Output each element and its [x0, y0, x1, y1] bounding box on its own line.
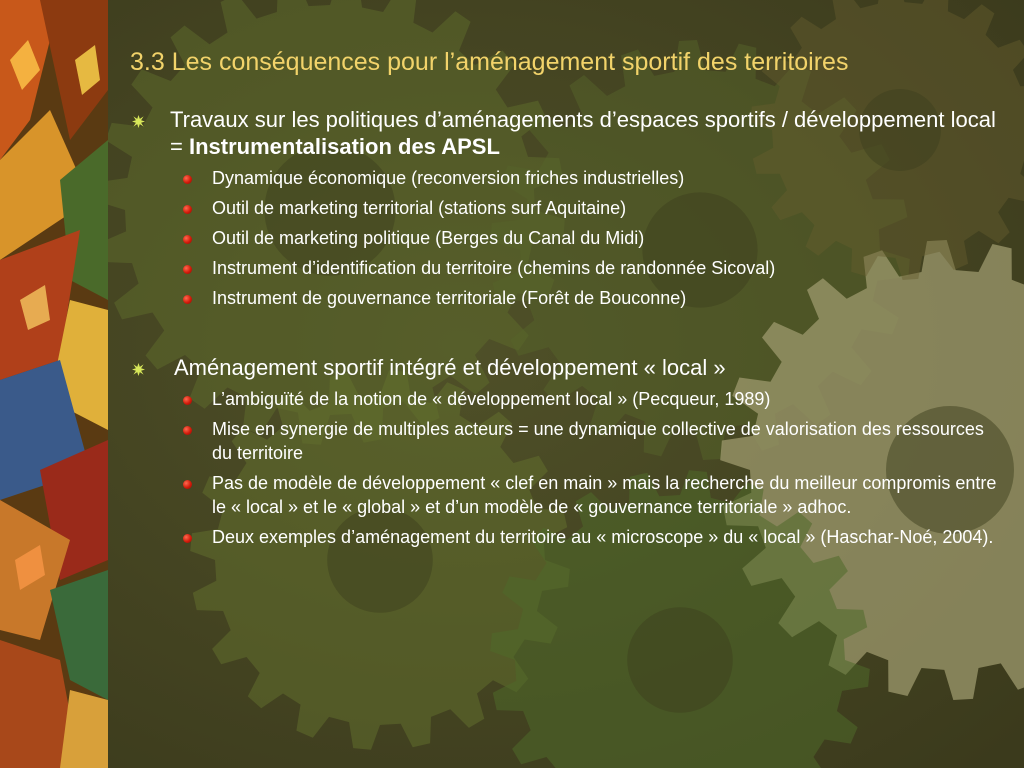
red-dot-bullet-icon	[183, 480, 192, 489]
bullet-instrumentalisation	[132, 106, 1004, 160]
red-dot-bullet-icon	[183, 205, 192, 214]
sub-bullet	[132, 417, 1004, 465]
sub-bullet-text: L’ambiguïté de la notion de « développement local » (Pecqueur, 1989)	[212, 389, 771, 409]
sub-bullet-text: Outil de marketing territorial (stations surf Aquitaine)	[212, 198, 627, 218]
sub-bullet	[132, 256, 1004, 280]
red-dot-bullet-icon	[183, 295, 192, 304]
sub-list-instrumentalisation	[132, 166, 1004, 310]
sub-bullet-text: Mise en synergie de multiples acteurs = une dynamique collective de valorisation des ressources du territoire	[212, 419, 984, 463]
starburst-bullet-icon	[132, 363, 145, 376]
sub-bullet-text: Outil de marketing politique (Berges du Canal du Midi)	[212, 228, 645, 248]
sub-bullet	[132, 166, 1004, 190]
red-dot-bullet-icon	[183, 265, 192, 274]
red-dot-bullet-icon	[183, 396, 192, 405]
slide-body	[132, 106, 1004, 549]
sub-bullet	[132, 286, 1004, 310]
red-dot-bullet-icon	[183, 175, 192, 184]
sub-bullet-text: Instrument d’identification du territoire (chemins de randonnée Sicoval)	[212, 258, 776, 278]
red-dot-bullet-icon	[183, 534, 192, 543]
sub-list-amenagement-integre	[132, 387, 1004, 549]
starburst-bullet-icon	[132, 115, 145, 128]
bullet-bold-text: Instrumentalisation des APSL	[188, 134, 500, 159]
sub-bullet-text: Instrument de gouvernance territoriale (Forêt de Bouconne)	[212, 288, 687, 308]
slide-title: 3.3 Les conséquences pour l’aménagement sportif des territoires	[130, 48, 849, 76]
sub-bullet-text: Dynamique économique (reconversion friches industrielles)	[212, 168, 685, 188]
sub-bullet	[132, 471, 1004, 519]
sub-bullet	[132, 387, 1004, 411]
sub-bullet-text: Deux exemples d’aménagement du territoire au « microscope » du « local » (Haschar-Noé, 2004).	[212, 527, 994, 547]
sub-bullet	[132, 196, 1004, 220]
bullet-text: Aménagement sportif intégré et développement « local »	[174, 355, 726, 380]
red-dot-bullet-icon	[183, 426, 192, 435]
red-dot-bullet-icon	[183, 235, 192, 244]
decorative-color-strip	[0, 0, 108, 768]
bullet-text: Travaux sur les politiques d’aménagements d’espaces sportifs / développement local =	[170, 107, 996, 159]
gear-hole	[627, 607, 733, 713]
sub-bullet	[132, 525, 1004, 549]
sub-bullet-text: Pas de modèle de développement « clef en main » mais la recherche du meilleur compromis entre le « local » et le « global » et d’un modèle de « gouvernance territoriale » adhoc.	[212, 473, 997, 517]
sub-bullet	[132, 226, 1004, 250]
bullet-amenagement-integre	[132, 354, 1004, 381]
